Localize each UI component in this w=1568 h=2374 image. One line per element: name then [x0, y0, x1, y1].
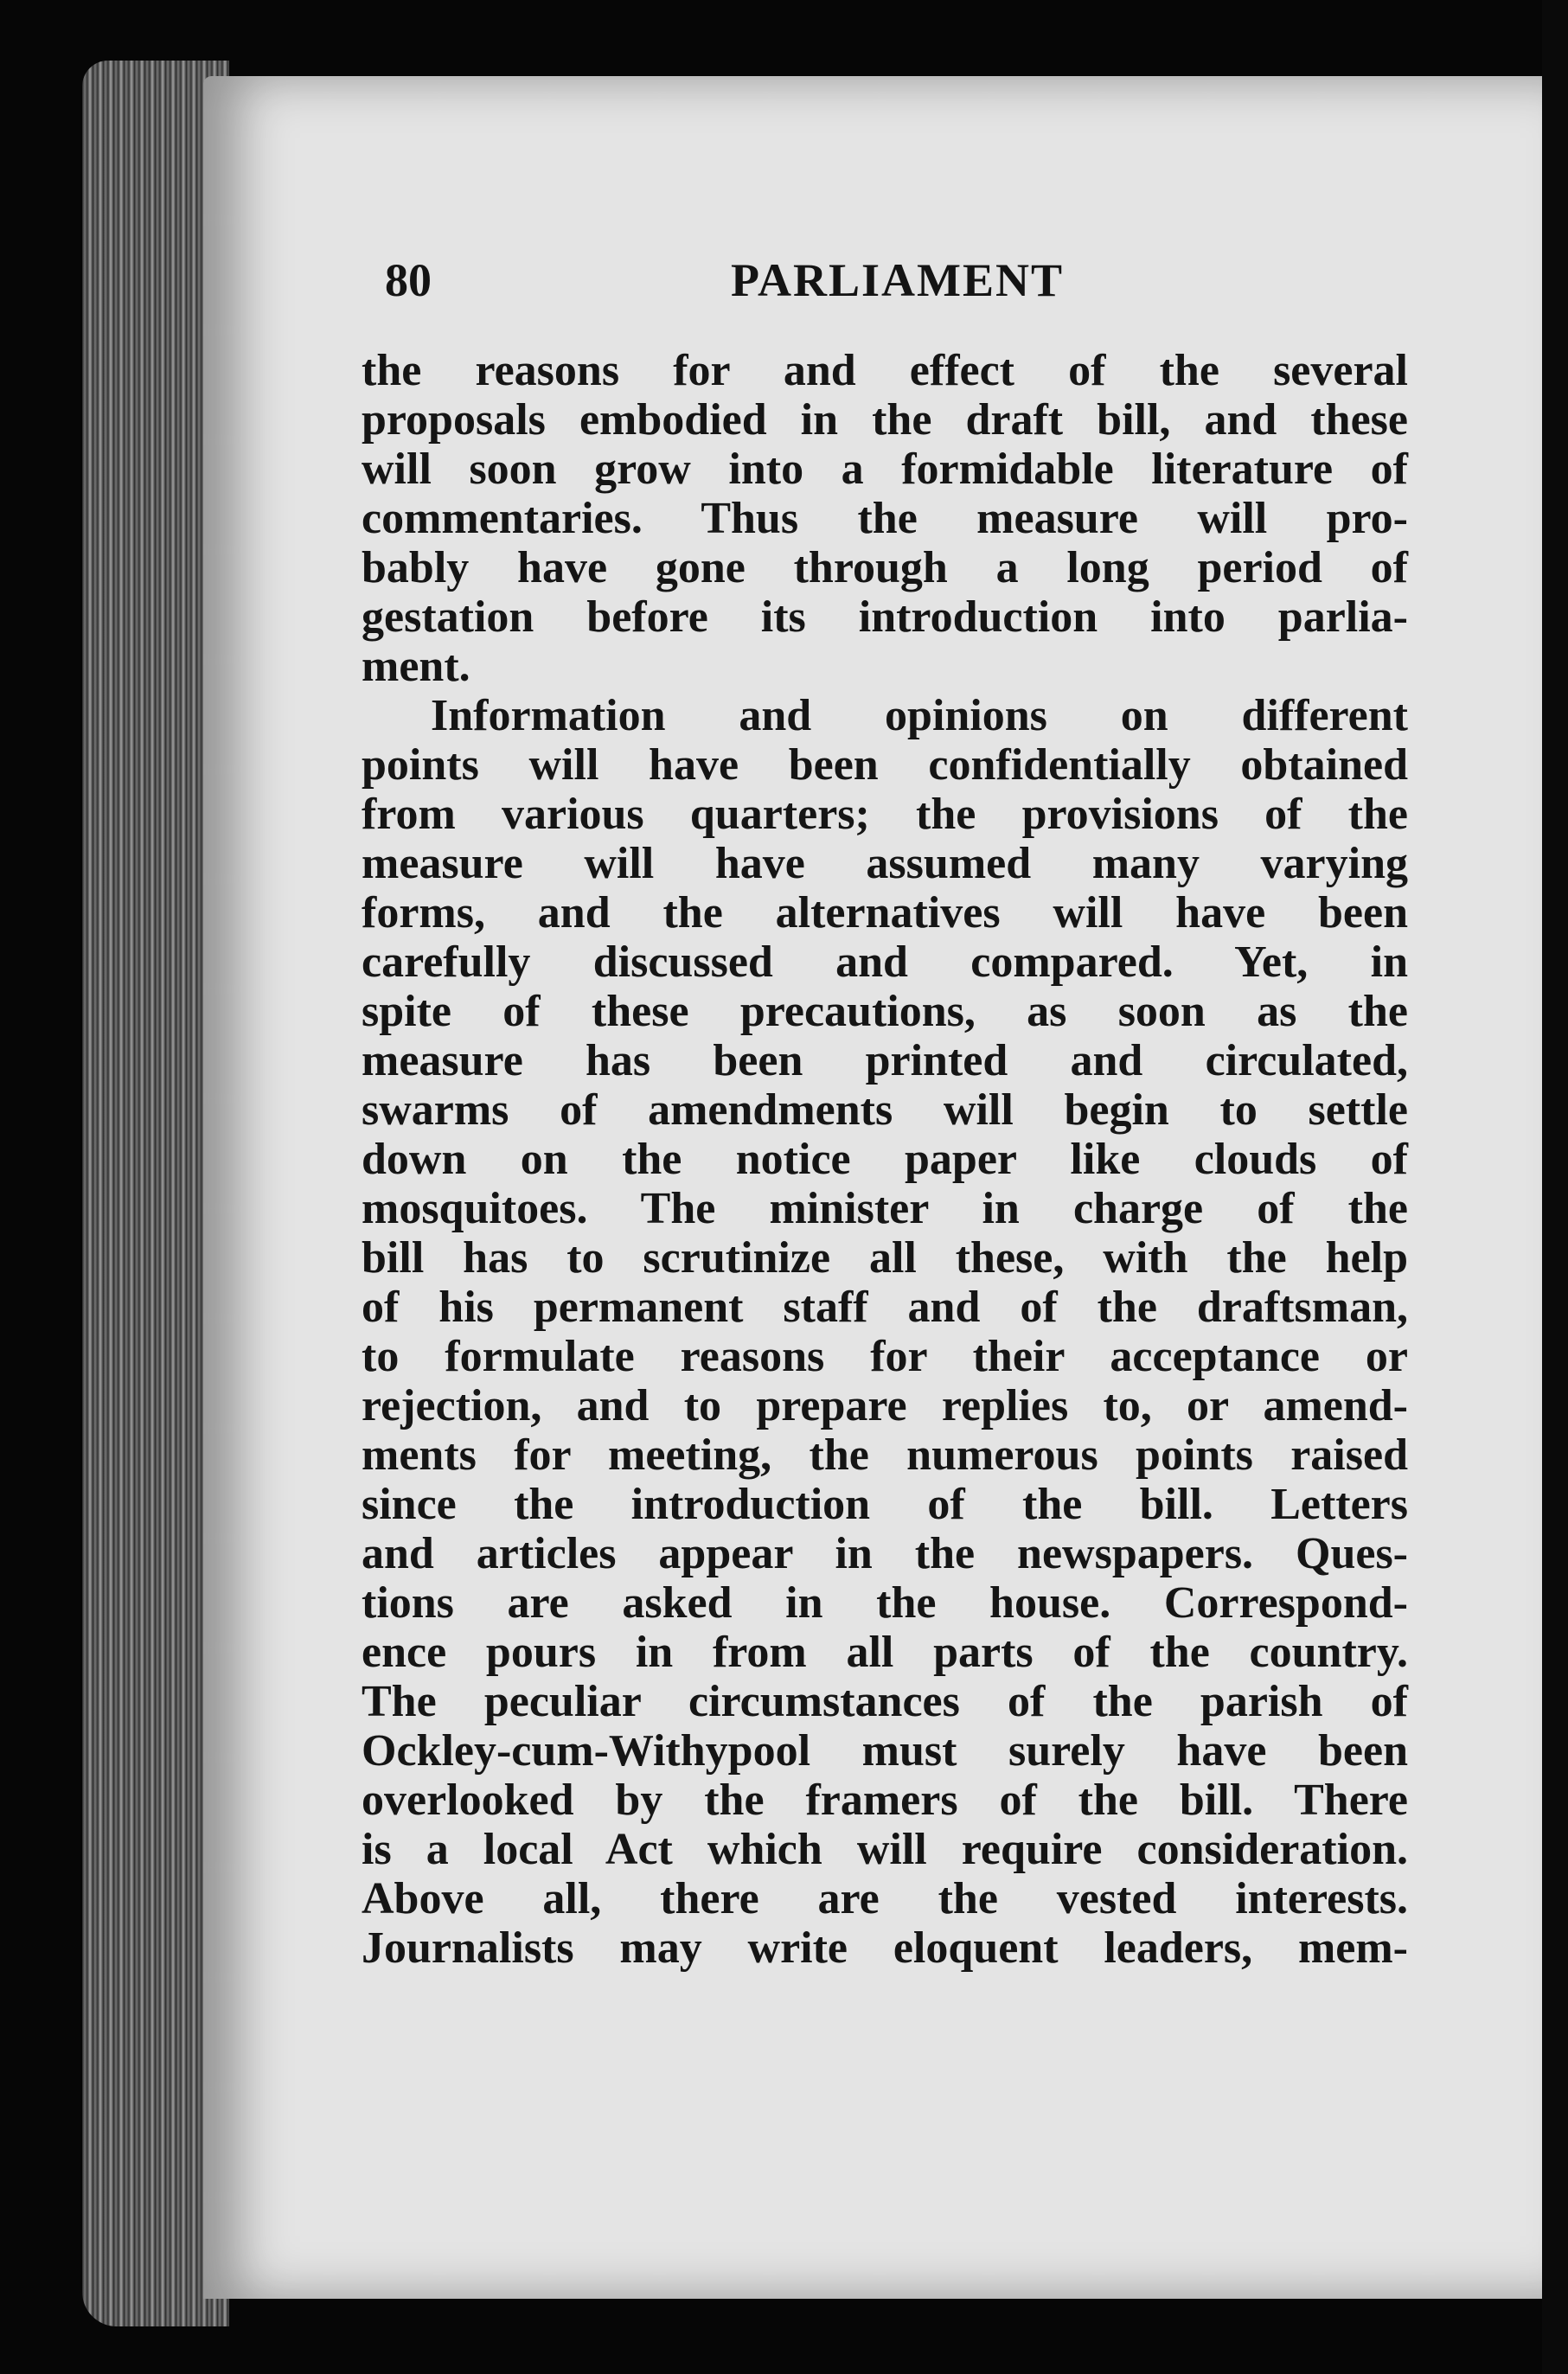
text-line: Ockley-cum-Withypool must surely have been	[362, 1726, 1408, 1776]
text-line: gestation before its introduction into parlia-	[362, 592, 1408, 642]
text-line: ments for meeting, the numerous points raised	[362, 1430, 1408, 1480]
text-line: will soon grow into a formidable literature of	[362, 445, 1408, 494]
text-line: carefully discussed and compared. Yet, in	[362, 937, 1408, 987]
text-line: bably have gone through a long period of	[362, 543, 1408, 592]
text-line: measure has been printed and circulated,	[362, 1036, 1408, 1085]
text-line: commentaries. Thus the measure will pro-	[362, 494, 1408, 543]
text-line: swarms of amendments will begin to settle	[362, 1085, 1408, 1135]
text-line: measure will have assumed many varying	[362, 839, 1408, 888]
page-header	[385, 253, 1094, 314]
text-line: spite of these precautions, as soon as the	[362, 987, 1408, 1036]
text-line: ment.	[362, 642, 470, 691]
text-line: Information and opinions on different	[431, 691, 1408, 740]
text-line: and articles appear in the newspapers. Ques-	[362, 1529, 1408, 1578]
text-line: Journalists may write eloquent leaders, mem-	[362, 1923, 1408, 1973]
text-line: to formulate reasons for their acceptance or	[362, 1332, 1408, 1381]
text-line: ence pours in from all parts of the country.	[362, 1628, 1408, 1677]
text-line: is a local Act which will require consideration.	[362, 1825, 1408, 1874]
running-head: PARLIAMENT	[731, 254, 1065, 306]
text-line: since the introduction of the bill. Letters	[362, 1480, 1408, 1529]
page-number: 80	[385, 254, 432, 306]
text-line: down on the notice paper like clouds of	[362, 1135, 1408, 1184]
text-line: Above all, there are the vested interests.	[362, 1874, 1408, 1923]
text-line: from various quarters; the provisions of the	[362, 790, 1408, 839]
text-line: bill has to scrutinize all these, with the help	[362, 1233, 1408, 1283]
text-line: forms, and the alternatives will have been	[362, 888, 1408, 937]
text-line: tions are asked in the house. Correspond-	[362, 1578, 1408, 1628]
gutter-shadow	[1542, 0, 1568, 2374]
text-line: overlooked by the framers of the bill. There	[362, 1776, 1408, 1825]
text-line: points will have been confidentially obtained	[362, 740, 1408, 790]
text-line: proposals embodied in the draft bill, and these	[362, 395, 1408, 445]
text-line: mosquitoes. The minister in charge of the	[362, 1184, 1408, 1233]
text-line: the reasons for and effect of the several	[362, 346, 1408, 395]
body-text	[362, 346, 1408, 1973]
text-line: The peculiar circumstances of the parish of	[362, 1677, 1408, 1726]
text-line: rejection, and to prepare replies to, or amend-	[362, 1381, 1408, 1430]
text-line: of his permanent staff and of the draftsman,	[362, 1283, 1408, 1332]
